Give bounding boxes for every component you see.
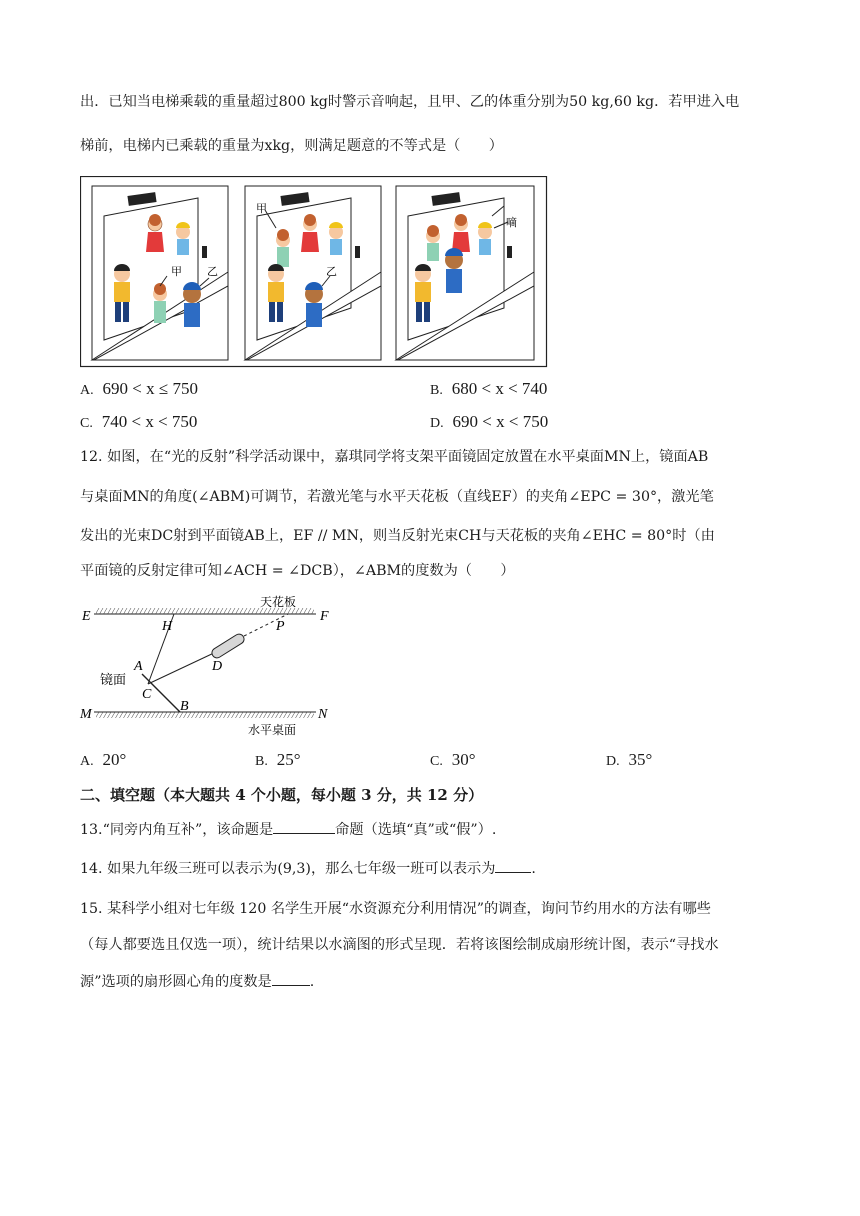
q14-text: 14. 如果九年级三班可以表示为(9,3)，那么七年级一班可以表示为 .	[80, 858, 536, 879]
label-mirror: 镜面	[100, 672, 127, 687]
label-b: B	[180, 699, 189, 714]
q15-text-line2: （每人都要选且仅选一项），统计结果以水滴图的形式呈现．若将该图绘制成扇形统计图，表示“寻找水	[80, 937, 719, 953]
q15-text-line1: 15. 某科学小组对七年级 120 名学生开展“水资源充分利用情况”的调查，询问节约用水的方法有哪些	[80, 901, 711, 917]
label-n: N	[318, 707, 328, 722]
label-f: F	[320, 609, 329, 624]
q12-option-a: A. 20°	[80, 750, 127, 769]
label-p: P	[276, 619, 285, 634]
laser-pen	[210, 632, 246, 660]
q11-elevator-figure	[80, 176, 548, 368]
label-desk: 水平桌面	[248, 723, 297, 737]
q12-option-c: C. 30°	[430, 750, 476, 769]
q11-option-c: C. 740 < x < 750	[80, 412, 198, 431]
label-ceiling: 天花板	[260, 595, 297, 609]
label-jia-2: 甲	[256, 203, 267, 215]
q11-option-b: B. 680 < x < 740	[430, 379, 548, 398]
section-heading: 二、填空题（本大题共 4 个小题，每小题 3 分，共 12 分）	[80, 786, 484, 804]
q11-text-line2: 梯前，电梯内已乘载的重量为xkg，则满足题意的不等式是（ ）	[80, 138, 503, 154]
q12-option-b: B. 25°	[255, 750, 301, 769]
q12-option-d: D. 35°	[606, 750, 653, 769]
q12-text-line2: 与桌面MN的角度(∠ABM)可调节，若激光笔与水平天花板（直线EF）的夹角∠EPC = 30°，激光笔	[80, 489, 714, 505]
label-yi-1: 乙	[207, 266, 218, 278]
q11-option-d: D. 690 < x < 750	[430, 412, 549, 431]
q12-text-line1: 12. 如图，在“光的反射”科学活动课中，嘉琪同学将支架平面镜固定放置在水平桌面MN上，镜面AB	[80, 449, 709, 465]
q11-option-a: A. 690 < x ≤ 750	[80, 379, 198, 398]
q12-reflection-figure	[76, 592, 346, 738]
q12-text-line3: 发出的光束DC射到平面镜AB上，EF // MN，则当反射光束CH与天花板的夹角∠EHC = 80°时（由	[80, 528, 715, 544]
label-m: M	[80, 707, 92, 722]
q15-answer-blank[interactable]	[272, 971, 310, 986]
label-e: E	[82, 609, 91, 624]
label-jia-1: 甲	[171, 266, 182, 278]
label-a: A	[134, 659, 143, 674]
q15-text-line3: 源”选项的扇形圆心角的度数是 .	[80, 971, 314, 992]
q14-answer-blank[interactable]	[495, 858, 531, 873]
q13-answer-blank[interactable]	[273, 819, 335, 834]
q12-text-line4: 平面镜的反射定律可知∠ACH = ∠DCB），∠ABM的度数为（ ）	[80, 563, 515, 579]
q11-text-line1: 出．已知当电梯乘载的重量超过800 kg时警示音响起，且甲、乙的体重分别为50 kg,60 kg．若甲进入电	[80, 94, 740, 110]
label-c: C	[142, 687, 152, 702]
label-h: H	[162, 619, 173, 634]
label-yi-2: 乙	[326, 266, 337, 278]
label-d: D	[212, 659, 223, 674]
label-di: 嘀	[506, 217, 517, 229]
q13-text: 13.“同旁内角互补”，该命题是 命题（选填“真”或“假”）.	[80, 819, 496, 840]
